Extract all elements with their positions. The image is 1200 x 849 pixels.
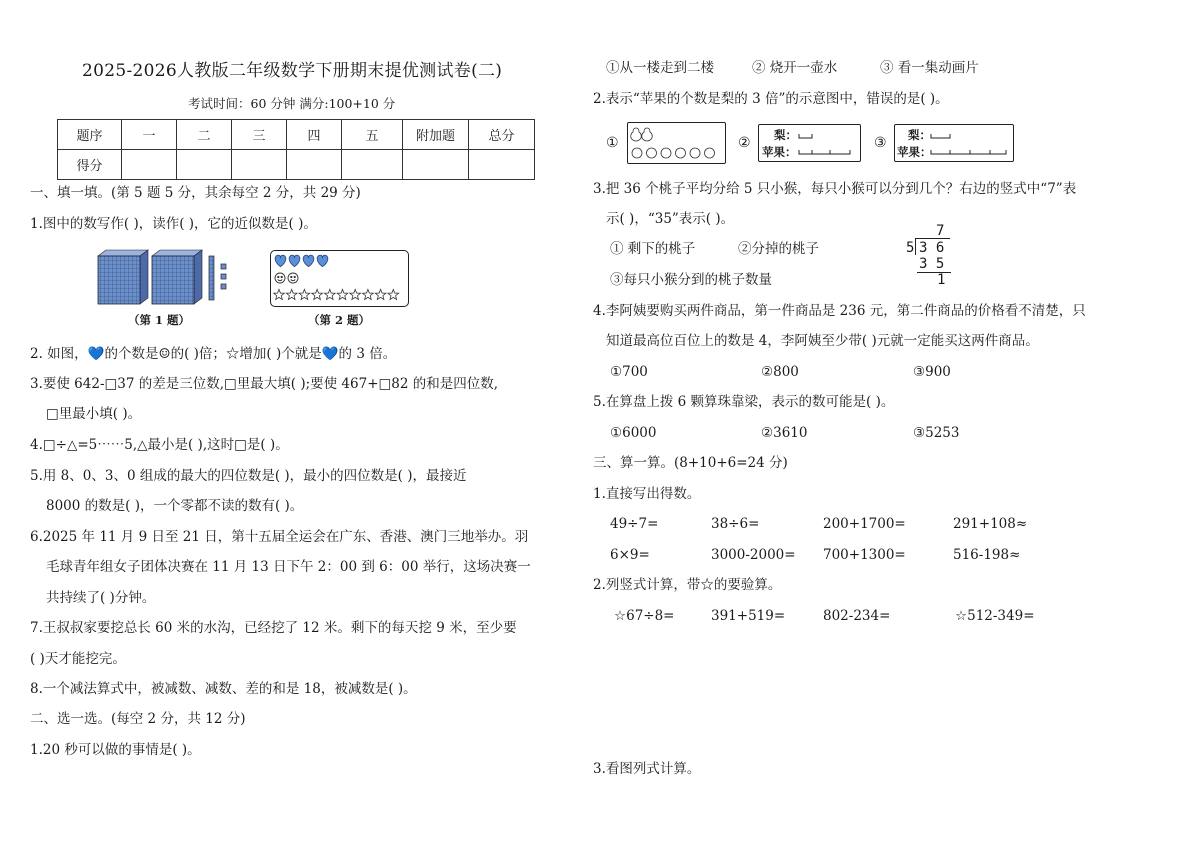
question-4: 4.□÷△=5⋯⋯5,△最小是( ),这时□是( )。 xyxy=(30,437,289,453)
apple-icon xyxy=(632,148,642,158)
calc-item: 38÷6= xyxy=(711,516,760,532)
calc-item: 700+1300= xyxy=(823,547,906,563)
pear-icon xyxy=(631,128,642,141)
hundred-cube-icon xyxy=(98,250,148,304)
choice-2-mark-3[interactable]: ③ xyxy=(874,135,887,151)
pear-label: 梨： xyxy=(908,128,931,142)
choice-3-option-1[interactable]: ① 剩下的桃子 xyxy=(610,241,696,257)
score-cell[interactable] xyxy=(122,150,177,180)
score-table xyxy=(57,119,535,180)
bar-model-3 xyxy=(930,128,1010,158)
score-cell[interactable] xyxy=(469,150,535,180)
fruit-icons xyxy=(630,125,722,161)
score-header-cell: 三 xyxy=(232,120,287,150)
heart-icon xyxy=(317,255,328,267)
smiley-icon xyxy=(288,273,298,283)
apple-label: 苹果： xyxy=(897,145,932,159)
calc-item: 200+1700= xyxy=(823,516,906,532)
shapes-figure xyxy=(272,252,406,304)
unit-cube-icon xyxy=(221,274,226,279)
calc-item: 49÷7= xyxy=(610,516,659,532)
question-2: 2. 如图，💙的个数是☺的( )倍；☆增加( )个就是💙的 3 倍。 xyxy=(30,346,397,362)
division-dividend: 3 6 xyxy=(919,240,945,256)
division-quotient: 7 xyxy=(936,223,945,239)
apple-label: 苹果： xyxy=(762,145,797,159)
choice-4-option-2[interactable]: ②800 xyxy=(761,364,799,380)
apple-icon xyxy=(676,148,686,158)
calc-item: 3000-2000= xyxy=(711,547,796,563)
choice-2-mark-1[interactable]: ① xyxy=(606,135,619,151)
vertical-calc-item: ☆512-349= xyxy=(955,608,1035,624)
score-table-header-row xyxy=(58,120,535,150)
choice-question-3-line-2: 示( )，“35”表示( )。 xyxy=(606,211,735,227)
star-icon xyxy=(363,289,374,299)
smiley-icon xyxy=(275,273,285,283)
question-6-line-1: 6.2025 年 11 月 9 日至 21 日，第十五届全运会在广东、香港、澳门三地举办。羽 xyxy=(30,529,529,545)
unit-cube-icon xyxy=(221,264,226,269)
choice-3-option-3[interactable]: ③每只小猴分到的桃子数量 xyxy=(610,272,772,288)
choice-5-option-1[interactable]: ①6000 xyxy=(610,425,657,441)
heart-icon xyxy=(289,255,300,267)
choice-4-option-1[interactable]: ①700 xyxy=(610,364,648,380)
question-5-line-1: 5.用 8、0、3、0 组成的最大的四位数是( )，最小的四位数是( )，最接近 xyxy=(30,468,467,484)
exam-info: 考试时间：60 分钟 满分:100+10 分 xyxy=(188,96,396,111)
vertical-calc-item: 391+519= xyxy=(711,608,786,624)
question-7-line-1: 7.王叔叔家要挖总长 60 米的水沟，已经挖了 12 米。剩下的每天挖 9 米，至少要 xyxy=(30,620,517,636)
heart-icon xyxy=(275,255,286,267)
choice-1-option-1[interactable]: ①从一楼走到二楼 xyxy=(606,60,714,76)
heart-icon xyxy=(303,255,314,267)
calc-item: 6×9= xyxy=(610,547,650,563)
calc-2-title: 2.列竖式计算，带☆的要验算。 xyxy=(593,577,782,593)
pear-icon xyxy=(642,128,653,141)
star-icon xyxy=(274,289,285,299)
figure-1-caption: （第 1 题） xyxy=(128,313,191,327)
apple-icon xyxy=(705,148,715,158)
division-remainder: 1 xyxy=(937,272,946,288)
star-icon xyxy=(312,289,323,299)
calc-1-title: 1.直接写出得数。 xyxy=(593,486,701,502)
score-cell[interactable] xyxy=(177,150,232,180)
division-product: 3 5 xyxy=(919,256,945,272)
pear-label: 梨： xyxy=(774,128,797,142)
section-3-title: 三、算一算。(8+10+6=24 分) xyxy=(593,455,788,471)
base-ten-blocks-figure xyxy=(92,248,242,308)
section-1-title: 一、填一填。(第 5 题 5 分，其余每空 2 分，共 29 分) xyxy=(30,185,361,201)
question-5-line-2: 8000 的数是( )，一个零都不读的数有( )。 xyxy=(46,498,304,514)
star-icon xyxy=(337,289,348,299)
score-table-score-row xyxy=(58,150,535,180)
score-header-cell: 四 xyxy=(287,120,342,150)
choice-3-option-2[interactable]: ②分掉的桃子 xyxy=(738,241,819,257)
star-icon xyxy=(388,289,399,299)
choice-1-option-2[interactable]: ② 烧开一壶水 xyxy=(752,60,838,76)
choice-question-3-line-1: 3.把 36 个桃子平均分给 5 只小猴，每只小猴可以分到几个？右边的竖式中“7”表 xyxy=(593,181,1077,197)
ten-rod-icon xyxy=(209,256,214,300)
score-header-cell: 五 xyxy=(342,120,403,150)
vertical-calc-item: 802-234= xyxy=(823,608,891,624)
division-divisor: 5 xyxy=(906,240,915,256)
calc-item: 516-198≈ xyxy=(953,547,1021,563)
unit-cube-icon xyxy=(221,284,226,289)
score-cell[interactable] xyxy=(232,150,287,180)
question-1: 1.图中的数写作( )，读作( )，它的近似数是( )。 xyxy=(30,216,317,232)
question-7-line-2: ( )天才能挖完。 xyxy=(30,651,126,667)
section-2-title: 二、选一选。(每空 2 分，共 12 分) xyxy=(30,711,246,727)
star-icon xyxy=(350,289,361,299)
score-header-cell: 题序 xyxy=(58,120,122,150)
score-header-cell: 附加题 xyxy=(403,120,469,150)
calc-3-title: 3.看图列式计算。 xyxy=(593,761,701,777)
question-3-line-2: □里最小填( )。 xyxy=(46,406,142,422)
score-cell[interactable] xyxy=(342,150,403,180)
choice-5-option-2[interactable]: ②3610 xyxy=(761,425,808,441)
vertical-calc-item: ☆67÷8= xyxy=(614,608,675,624)
apple-icon xyxy=(647,148,657,158)
star-icon xyxy=(286,289,297,299)
question-6-line-2: 毛球青年组女子团体决赛在 11 月 13 日下午 2：00 到 6：00 举行，这场决赛一 xyxy=(46,559,531,575)
star-icon xyxy=(375,289,386,299)
apple-icon xyxy=(661,148,671,158)
choice-2-mark-2[interactable]: ② xyxy=(738,135,751,151)
choice-question-4-line-2: 知道最高位百位上的数是 4，李阿姨至少带( )元就一定能买这两件商品。 xyxy=(606,333,1039,349)
score-header-cell: 总分 xyxy=(469,120,535,150)
star-icon xyxy=(324,289,335,299)
choice-question-1: 1.20 秒可以做的事情是( )。 xyxy=(30,742,201,758)
score-header-cell: 二 xyxy=(177,120,232,150)
question-3-line-1: 3.要使 642-□37 的差是三位数,□里最大填( );要使 467+□82 的和是四位数, xyxy=(30,376,499,392)
choice-question-4-line-1: 4.李阿姨要购买两件商品，第一件商品是 236 元，第二件商品的价格看不清楚，只 xyxy=(593,303,1086,319)
score-header-cell: 一 xyxy=(122,120,177,150)
choice-question-5: 5.在算盘上拨 6 颗算珠靠梁，表示的数可能是( )。 xyxy=(593,394,895,410)
bar-model-2 xyxy=(798,128,858,158)
score-cell[interactable] xyxy=(403,150,469,180)
choice-5-option-3[interactable]: ③5253 xyxy=(913,425,960,441)
question-6-line-3: 共持续了( )分钟。 xyxy=(46,590,156,606)
star-icon xyxy=(299,289,310,299)
long-division xyxy=(903,222,963,286)
calc-item: 291+108≈ xyxy=(953,516,1028,532)
page-title: 2025-2026人教版二年级数学下册期末提优测试卷(二) xyxy=(82,61,503,81)
choice-4-option-3[interactable]: ③900 xyxy=(913,364,951,380)
apple-icon xyxy=(690,148,700,158)
question-8: 8.一个减法算式中，被减数、减数、差的和是 18，被减数是( )。 xyxy=(30,681,417,697)
choice-question-2: 2.表示“苹果的个数是梨的 3 倍”的示意图中，错误的是( )。 xyxy=(593,91,949,107)
score-cell[interactable] xyxy=(287,150,342,180)
score-row-label: 得分 xyxy=(58,150,122,180)
hundred-cube-icon xyxy=(152,250,202,304)
choice-1-option-3[interactable]: ③ 看一集动画片 xyxy=(880,60,979,76)
figure-2-caption: （第 2 题） xyxy=(308,313,371,327)
